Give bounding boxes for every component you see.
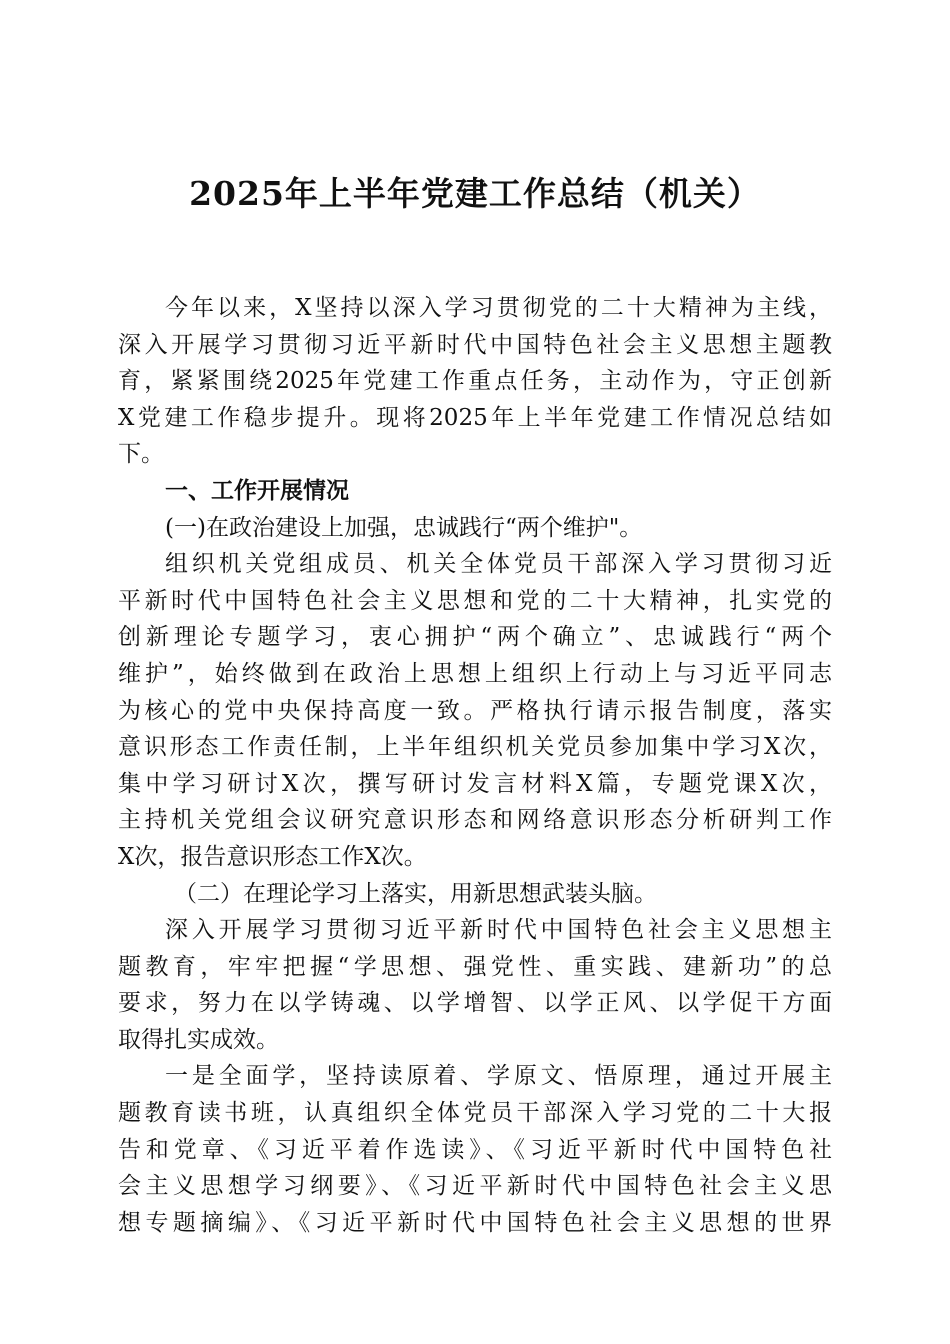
document-title: 2025年上半年党建工作总结（机关） (189, 174, 761, 213)
section-heading: 一、工作开展情况 (165, 477, 349, 504)
paragraph-line: 告和党章、《习近平着作选读》、《习近平新时代中国特色社 (118, 1136, 832, 1163)
paragraph-line: 今年以来，X坚持以深入学习贯彻党的二十大精神为主线， (165, 295, 832, 321)
paragraph-line: 平新时代中国特色社会主义思想和党的二十大精神，扎实党的 (118, 587, 832, 614)
paragraph-line: 题教育，牢牢把握“学思想、强党性、重实践、建新功”的总 (118, 953, 832, 980)
paragraph-line: 意识形态工作责任制，上半年组织机关党员参加集中学习X次， (118, 734, 832, 761)
paragraph-line: 育，紧紧围绕2025年党建工作重点任务，主动作为，守正创新 (118, 368, 832, 395)
paragraph-line: 集中学习研讨X次，撰写研讨发言材料X篇，专题党课X次， (118, 770, 832, 797)
subsection-heading: （二）在理论学习上落实，用新思想武装头脑。 (174, 880, 657, 907)
paragraph-line: X次，报告意识形态工作X次。 (118, 843, 427, 870)
paragraph-line: 取得扎实成效。 (118, 1026, 279, 1053)
paragraph-line: 一是全面学，坚持读原着、学原文、悟原理，通过开展主 (165, 1063, 832, 1090)
paragraph-line: 维护”，始终做到在政治上思想上组织上行动上与习近平同志 (118, 660, 832, 687)
paragraph-line: 题教育读书班，认真组织全体党员干部深入学习党的二十大报 (118, 1100, 832, 1127)
paragraph-line: 下。 (118, 441, 164, 468)
paragraph-line: 要求，努力在以学铸魂、以学增智、以学正风、以学促干方面 (118, 990, 832, 1017)
paragraph-line: 会主义思想学习纲要》、《习近平新时代中国特色社会主义思 (118, 1173, 832, 1200)
paragraph-line: 为核心的党中央保持高度一致。严格执行请示报告制度，落实 (118, 697, 832, 724)
paragraph-line: X党建工作稳步提升。现将2025年上半年党建工作情况总结如 (118, 404, 832, 431)
paragraph-line: 创新理论专题学习，衷心拥护“两个确立”、忠诚践行“两个 (118, 624, 832, 651)
paragraph-line: 主持机关党组会议研究意识形态和网络意识形态分析研判工作 (118, 807, 832, 834)
document-body (118, 290, 832, 1241)
subsection-heading: (一)在政治建设上加强，忠诚践行“两个维护"。 (165, 514, 643, 541)
paragraph-line: 组织机关党组成员、机关全体党员干部深入学习贯彻习近 (165, 551, 832, 578)
paragraph-line: 深入开展学习贯彻习近平新时代中国特色社会主义思想主 (165, 917, 832, 944)
paragraph-line: 想专题摘编》、《习近平新时代中国特色社会主义思想的世界 (118, 1209, 832, 1236)
paragraph-line: 深入开展学习贯彻习近平新时代中国特色社会主义思想主题教 (118, 331, 832, 358)
